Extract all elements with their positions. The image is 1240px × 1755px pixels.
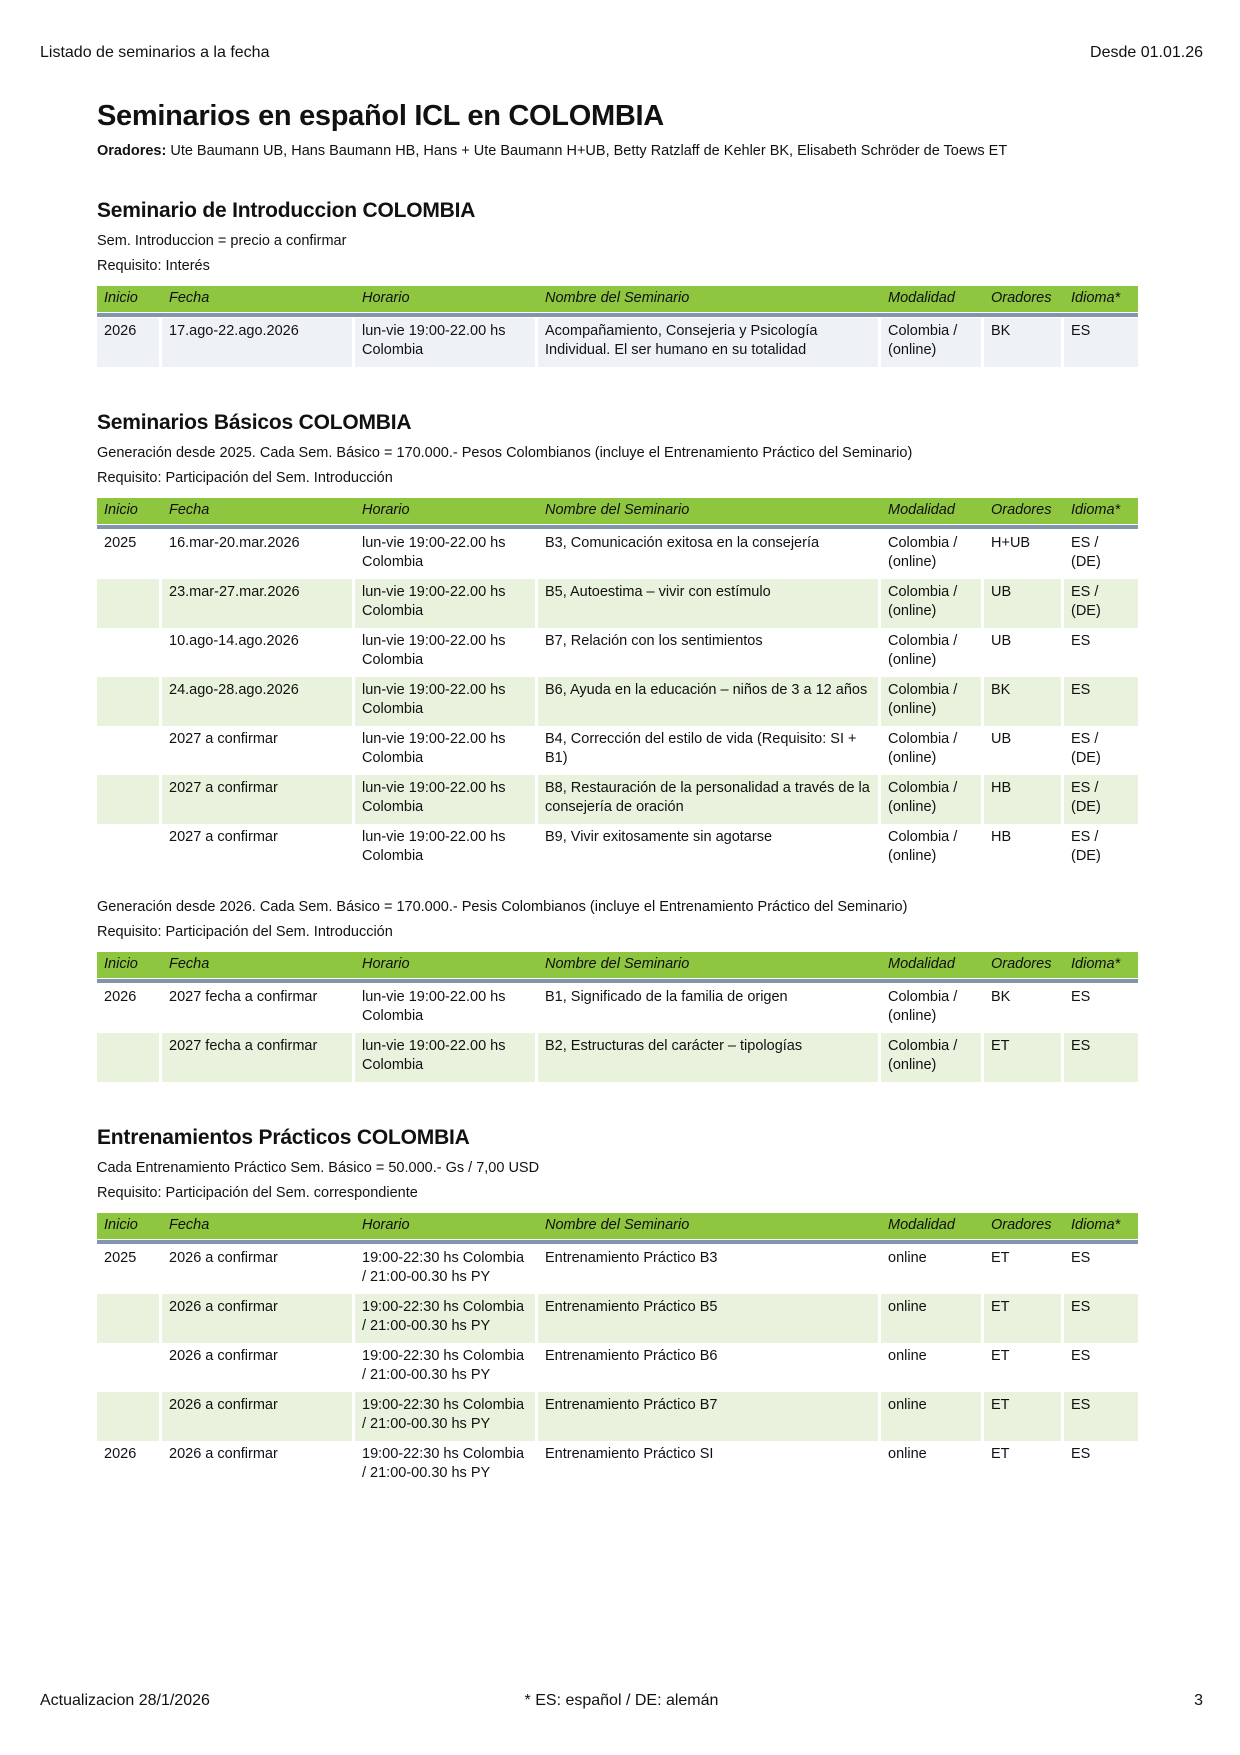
sections-container — [97, 199, 1138, 1490]
column-header-idioma: Idioma* — [1071, 956, 1121, 972]
speakers-text: Ute Baumann UB, Hans Baumann HB, Hans + Ute Baumann H+UB, Betty Ratzlaff de Kehler BK, Elisabeth Schröder de Toews ET — [170, 143, 1008, 159]
seminar-table — [97, 952, 1138, 1082]
note-line: Requisito: Participación del Sem. Introducción — [97, 924, 393, 940]
cell-idioma: ES / (DE) — [1064, 579, 1138, 628]
table-header-row — [97, 498, 1138, 524]
cell-inicio: 2025 — [97, 1245, 159, 1294]
column-header-modalidad: Modalidad — [888, 1217, 955, 1233]
column-header-idioma: Idioma* — [1071, 1217, 1121, 1233]
footer-page-number: 3 — [1194, 1692, 1203, 1709]
cell-oradores: ET — [984, 1033, 1061, 1082]
cell-inicio — [97, 677, 159, 726]
cell-idioma: ES — [1064, 318, 1138, 367]
cell-oradores: BK — [984, 677, 1061, 726]
cell-idioma: ES / (DE) — [1064, 530, 1138, 579]
cell-oradores: UB — [984, 726, 1061, 775]
table-block — [97, 899, 1138, 1082]
document-content — [97, 100, 1138, 1490]
cell-fecha: 10.ago-14.ago.2026 — [162, 628, 352, 677]
table-block — [97, 233, 1138, 367]
header-rule — [97, 525, 1138, 529]
cell-oradores: BK — [984, 984, 1061, 1033]
table-block — [97, 445, 1138, 873]
table-row — [97, 1343, 1138, 1392]
cell-horario: lun-vie 19:00-22.00 hs Colombia — [355, 984, 535, 1033]
column-header-inicio: Inicio — [104, 290, 138, 306]
cell-inicio: 2026 — [97, 984, 159, 1033]
cell-modalidad: Colombia / (online) — [881, 677, 981, 726]
table-row — [97, 579, 1138, 628]
cell-fecha: 2027 a confirmar — [162, 824, 352, 873]
cell-fecha: 2026 a confirmar — [162, 1245, 352, 1294]
section — [97, 411, 1138, 1082]
column-header-fecha: Fecha — [169, 956, 210, 972]
column-header-nombre: Nombre del Seminario — [545, 956, 690, 972]
table-row — [97, 1392, 1138, 1441]
cell-fecha: 24.ago-28.ago.2026 — [162, 677, 352, 726]
column-header-modalidad: Modalidad — [888, 502, 955, 518]
cell-fecha: 23.mar-27.mar.2026 — [162, 579, 352, 628]
cell-nombre: B4, Corrección del estilo de vida (Requisito: SI + B1) — [538, 726, 878, 775]
cell-idioma: ES — [1064, 1033, 1138, 1082]
footer-update-date: Actualizacion 28/1/2026 — [40, 1692, 210, 1709]
cell-horario: lun-vie 19:00-22.00 hs Colombia — [355, 775, 535, 824]
cell-idioma: ES — [1064, 1294, 1138, 1343]
section-heading: Seminarios Básicos COLOMBIA — [97, 411, 412, 434]
column-header-horario: Horario — [362, 502, 410, 518]
cell-oradores: UB — [984, 579, 1061, 628]
cell-modalidad: Colombia / (online) — [881, 579, 981, 628]
cell-oradores: ET — [984, 1245, 1061, 1294]
cell-nombre: B5, Autoestima – vivir con estímulo — [538, 579, 878, 628]
column-header-idioma: Idioma* — [1071, 290, 1121, 306]
cell-modalidad: online — [881, 1294, 981, 1343]
cell-nombre: B9, Vivir exitosamente sin agotarse — [538, 824, 878, 873]
cell-oradores: HB — [984, 775, 1061, 824]
cell-inicio — [97, 1392, 159, 1441]
cell-horario: lun-vie 19:00-22.00 hs Colombia — [355, 579, 535, 628]
cell-idioma: ES — [1064, 1441, 1138, 1490]
table-row — [97, 1033, 1138, 1082]
cell-fecha: 2026 a confirmar — [162, 1392, 352, 1441]
column-header-fecha: Fecha — [169, 1217, 210, 1233]
cell-inicio — [97, 824, 159, 873]
header-right-date: Desde 01.01.26 — [1090, 44, 1203, 61]
cell-nombre: Entrenamiento Práctico B5 — [538, 1294, 878, 1343]
column-header-fecha: Fecha — [169, 290, 210, 306]
cell-idioma: ES — [1064, 677, 1138, 726]
header-rule — [97, 979, 1138, 983]
seminar-table — [97, 498, 1138, 873]
cell-idioma: ES / (DE) — [1064, 775, 1138, 824]
note-line: Generación desde 2025. Cada Sem. Básico = 170.000.- Pesos Colombianos (incluye el Entrenamiento Práctico del Seminario) — [97, 445, 913, 461]
cell-nombre: B8, Restauración de la personalidad a través de la consejería de oración — [538, 775, 878, 824]
cell-modalidad: Colombia / (online) — [881, 1033, 981, 1082]
cell-horario: lun-vie 19:00-22.00 hs Colombia — [355, 677, 535, 726]
header-left-text: Listado de seminarios a la fecha — [40, 44, 270, 61]
cell-idioma: ES — [1064, 1245, 1138, 1294]
cell-fecha: 2027 a confirmar — [162, 726, 352, 775]
cell-idioma: ES — [1064, 1343, 1138, 1392]
cell-idioma: ES — [1064, 1392, 1138, 1441]
cell-nombre: B2, Estructuras del carácter – tipologías — [538, 1033, 878, 1082]
cell-oradores: H+UB — [984, 530, 1061, 579]
cell-fecha: 2026 a confirmar — [162, 1294, 352, 1343]
cell-nombre: Entrenamiento Práctico B7 — [538, 1392, 878, 1441]
cell-modalidad: Colombia / (online) — [881, 318, 981, 367]
cell-nombre: B6, Ayuda en la educación – niños de 3 a 12 años — [538, 677, 878, 726]
note-line: Generación desde 2026. Cada Sem. Básico = 170.000.- Pesis Colombianos (incluye el Entrenamiento Práctico del Seminario) — [97, 899, 908, 915]
cell-horario: 19:00-22:30 hs Colombia / 21:00-00.30 hs PY — [355, 1245, 535, 1294]
column-header-oradores: Oradores — [991, 1217, 1052, 1233]
column-header-inicio: Inicio — [104, 502, 138, 518]
table-row — [97, 1294, 1138, 1343]
cell-oradores: ET — [984, 1441, 1061, 1490]
cell-oradores: BK — [984, 318, 1061, 367]
section-heading: Seminario de Introduccion COLOMBIA — [97, 199, 476, 222]
cell-modalidad: online — [881, 1392, 981, 1441]
cell-nombre: Acompañamiento, Consejeria y Psicología Individual. El ser humano en su totalidad — [538, 318, 878, 367]
table-row — [97, 1441, 1138, 1490]
column-header-nombre: Nombre del Seminario — [545, 290, 690, 306]
cell-inicio — [97, 775, 159, 824]
cell-inicio — [97, 726, 159, 775]
column-header-nombre: Nombre del Seminario — [545, 1217, 690, 1233]
column-header-oradores: Oradores — [991, 956, 1052, 972]
table-row — [97, 984, 1138, 1033]
section — [97, 1126, 1138, 1490]
table-header-row — [97, 1213, 1138, 1239]
seminar-table — [97, 1213, 1138, 1490]
cell-fecha: 2027 fecha a confirmar — [162, 1033, 352, 1082]
note-line: Sem. Introduccion = precio a confirmar — [97, 233, 347, 249]
table-block — [97, 1160, 1138, 1490]
table-header-row — [97, 286, 1138, 312]
note-line: Requisito: Participación del Sem. correspondiente — [97, 1185, 418, 1201]
cell-horario: lun-vie 19:00-22.00 hs Colombia — [355, 726, 535, 775]
section-heading: Entrenamientos Prácticos COLOMBIA — [97, 1126, 470, 1149]
cell-idioma: ES / (DE) — [1064, 824, 1138, 873]
column-header-modalidad: Modalidad — [888, 290, 955, 306]
seminar-table — [97, 286, 1138, 367]
cell-horario: 19:00-22:30 hs Colombia / 21:00-00.30 hs PY — [355, 1343, 535, 1392]
cell-modalidad: online — [881, 1343, 981, 1392]
column-header-oradores: Oradores — [991, 502, 1052, 518]
cell-horario: 19:00-22:30 hs Colombia / 21:00-00.30 hs PY — [355, 1441, 535, 1490]
column-header-inicio: Inicio — [104, 956, 138, 972]
table-header-row — [97, 952, 1138, 978]
cell-nombre: Entrenamiento Práctico SI — [538, 1441, 878, 1490]
cell-nombre: B3, Comunicación exitosa en la consejería — [538, 530, 878, 579]
cell-horario: lun-vie 19:00-22.00 hs Colombia — [355, 628, 535, 677]
cell-modalidad: Colombia / (online) — [881, 824, 981, 873]
cell-fecha: 2026 a confirmar — [162, 1441, 352, 1490]
cell-fecha: 2026 a confirmar — [162, 1343, 352, 1392]
note-line: Cada Entrenamiento Práctico Sem. Básico = 50.000.- Gs / 7,00 USD — [97, 1160, 540, 1176]
cell-fecha: 2027 a confirmar — [162, 775, 352, 824]
cell-inicio — [97, 1033, 159, 1082]
column-header-horario: Horario — [362, 1217, 410, 1233]
note-line: Requisito: Interés — [97, 258, 210, 274]
table-row — [97, 726, 1138, 775]
running-header — [40, 44, 1203, 62]
cell-idioma: ES — [1064, 984, 1138, 1033]
column-header-nombre: Nombre del Seminario — [545, 502, 690, 518]
cell-nombre: B1, Significado de la familia de origen — [538, 984, 878, 1033]
cell-modalidad: Colombia / (online) — [881, 775, 981, 824]
note-line: Requisito: Participación del Sem. Introducción — [97, 470, 393, 486]
table-row — [97, 824, 1138, 873]
cell-oradores: ET — [984, 1294, 1061, 1343]
header-rule — [97, 1240, 1138, 1244]
cell-fecha: 16.mar-20.mar.2026 — [162, 530, 352, 579]
column-header-horario: Horario — [362, 956, 410, 972]
cell-fecha: 17.ago-22.ago.2026 — [162, 318, 352, 367]
table-row — [97, 628, 1138, 677]
cell-oradores: ET — [984, 1392, 1061, 1441]
footer-language-legend: * ES: español / DE: alemán — [524, 1692, 719, 1709]
section — [97, 199, 1138, 367]
running-footer — [40, 1692, 1203, 1710]
column-header-inicio: Inicio — [104, 1217, 138, 1233]
header-rule — [97, 313, 1138, 317]
cell-horario: lun-vie 19:00-22.00 hs Colombia — [355, 1033, 535, 1082]
cell-horario: lun-vie 19:00-22.00 hs Colombia — [355, 530, 535, 579]
cell-modalidad: Colombia / (online) — [881, 628, 981, 677]
cell-modalidad: online — [881, 1245, 981, 1294]
cell-nombre: B7, Relación con los sentimientos — [538, 628, 878, 677]
cell-modalidad: Colombia / (online) — [881, 984, 981, 1033]
column-header-idioma: Idioma* — [1071, 502, 1121, 518]
table-row — [97, 530, 1138, 579]
cell-fecha: 2027 fecha a confirmar — [162, 984, 352, 1033]
table-row — [97, 1245, 1138, 1294]
cell-horario: lun-vie 19:00-22.00 hs Colombia — [355, 824, 535, 873]
cell-inicio: 2025 — [97, 530, 159, 579]
cell-horario: lun-vie 19:00-22.00 hs Colombia — [355, 318, 535, 367]
cell-horario: 19:00-22:30 hs Colombia / 21:00-00.30 hs PY — [355, 1392, 535, 1441]
cell-nombre: Entrenamiento Práctico B3 — [538, 1245, 878, 1294]
cell-inicio: 2026 — [97, 1441, 159, 1490]
cell-inicio — [97, 628, 159, 677]
table-row — [97, 677, 1138, 726]
cell-horario: 19:00-22:30 hs Colombia / 21:00-00.30 hs PY — [355, 1294, 535, 1343]
page-title: Seminarios en español ICL en COLOMBIA — [97, 100, 664, 132]
cell-idioma: ES — [1064, 628, 1138, 677]
cell-modalidad: Colombia / (online) — [881, 530, 981, 579]
cell-modalidad: Colombia / (online) — [881, 726, 981, 775]
cell-modalidad: online — [881, 1441, 981, 1490]
table-row — [97, 775, 1138, 824]
column-header-oradores: Oradores — [991, 290, 1052, 306]
cell-inicio — [97, 579, 159, 628]
cell-oradores: ET — [984, 1343, 1061, 1392]
cell-nombre: Entrenamiento Práctico B6 — [538, 1343, 878, 1392]
cell-oradores: UB — [984, 628, 1061, 677]
cell-idioma: ES / (DE) — [1064, 726, 1138, 775]
cell-inicio — [97, 1294, 159, 1343]
column-header-horario: Horario — [362, 290, 410, 306]
cell-inicio: 2026 — [97, 318, 159, 367]
speakers-line — [97, 143, 1138, 159]
column-header-fecha: Fecha — [169, 502, 210, 518]
cell-oradores: HB — [984, 824, 1061, 873]
table-row — [97, 318, 1138, 367]
cell-inicio — [97, 1343, 159, 1392]
speakers-label: Oradores: — [97, 143, 167, 159]
column-header-modalidad: Modalidad — [888, 956, 955, 972]
